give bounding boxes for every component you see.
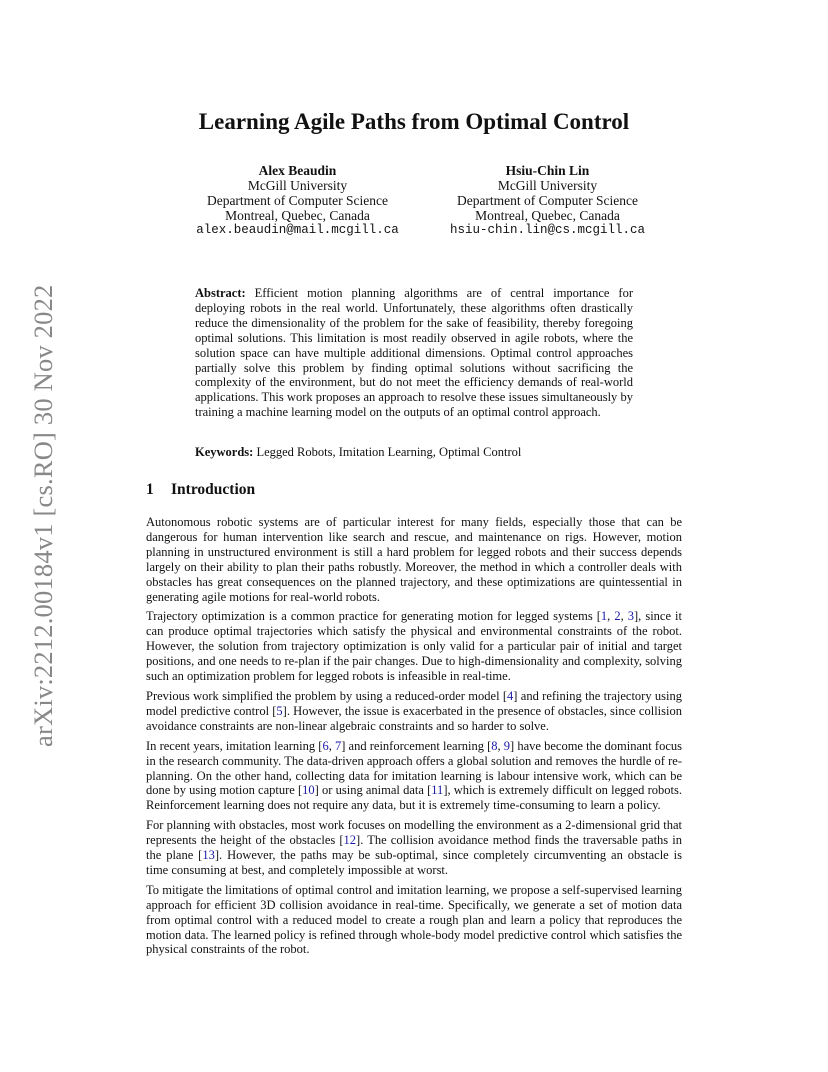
- paragraph-2: [146, 609, 682, 684]
- citation-link[interactable]: 6: [322, 738, 329, 753]
- citation-link[interactable]: 2: [614, 609, 621, 624]
- section-number: 1: [146, 481, 154, 498]
- citation-link[interactable]: 10: [302, 783, 315, 798]
- paper-title: Learning Agile Paths from Optimal Control: [198, 109, 630, 134]
- citation-link[interactable]: 4: [507, 688, 514, 703]
- text-run: ,: [607, 609, 615, 624]
- section-heading: [146, 481, 255, 499]
- author-affiliation: McGill University: [497, 178, 598, 193]
- citation-link[interactable]: 1: [600, 609, 608, 624]
- text-run: ,: [620, 609, 628, 624]
- text-run: ] and refining the trajectory using model predictive control [: [146, 688, 682, 718]
- author-block-2: [425, 163, 670, 238]
- text-run: ] and reinforcement learning [: [341, 738, 492, 753]
- paragraph-5: [146, 818, 682, 878]
- author-department: Department of Computer Science: [456, 193, 639, 208]
- text-run: For planning with obstacles, most work focuses on modelling the environment as a 2-dimensional grid that represents the height of the obstacles [: [146, 818, 682, 848]
- text-run: Trajectory optimization is a common practice for generating motion for legged systems [: [146, 609, 601, 624]
- author-location: Montreal, Quebec, Canada: [475, 208, 620, 223]
- paragraph-6: To mitigate the limitations of optimal control and imitation learning, we propose a self-supervised learning approach for efficient 3D collision avoidance in real-time. Specifically, we generate a set of motion data from optimal control with a reduced model to create a rough plan and learn a policy that reproduces the motion data. The learned policy is refined through whole-body model predictive control which satisfies the physical constraints of the robot.: [146, 882, 682, 957]
- citation-link[interactable]: 9: [503, 738, 511, 753]
- arxiv-identifier: arXiv:2212.00184v1 [cs.RO] 30 Nov 2022: [28, 284, 58, 748]
- author-name: Alex Beaudin: [258, 163, 337, 178]
- author-affiliation: McGill University: [247, 178, 348, 193]
- text-run: In recent years, imitation learning [: [146, 738, 323, 753]
- keywords-text: Legged Robots, Imitation Learning, Optimal Control: [256, 445, 522, 459]
- paragraph-1: Autonomous robotic systems are of particular interest for many fields, especially those that can be dangerous for human intervention like search and rescue, and maintenance on rigs. However, motion planning in unstructured environment is still a hard problem for legged robots and their success depends largely on their ability to plan their paths robustly. Moreover, the method in which a controller deals with obstacles has great consequences on the planned trajectory, and these optimizations are quintessential in generating agile motions for real-world robots.: [146, 515, 682, 604]
- citation-link[interactable]: 8: [491, 738, 498, 753]
- author-block-1: [175, 163, 420, 238]
- text-run: ]. However, the issue is exacerbated in the presence of obstacles, since collision avoidance constraints are non-linear algebraic constraints and so harder to solve.: [146, 703, 682, 733]
- author-name: Hsiu-Chin Lin: [505, 163, 590, 178]
- abstract: [195, 286, 633, 420]
- citation-link[interactable]: 13: [202, 848, 215, 863]
- text-run: ,: [328, 738, 335, 753]
- text-run: Previous work simplified the problem by using a reduced-order model [: [146, 688, 508, 703]
- citation-link[interactable]: 3: [627, 609, 634, 624]
- section-title: Introduction: [171, 481, 256, 498]
- paragraph-3: [146, 689, 682, 734]
- abstract-label: Abstract:: [195, 286, 246, 300]
- author-email: alex.beaudin@mail.mcgill.ca: [196, 223, 399, 237]
- text-run: ,: [497, 738, 504, 753]
- keywords-label: Keywords:: [195, 445, 254, 459]
- text-run: ]. However, the paths may be sub-optimal, since completely circumventing an obstacle is time consuming at best, and completely impossible at worst.: [146, 848, 682, 877]
- keywords: [195, 445, 633, 460]
- text-run: ], which is extremely difficult on legged robots. Reinforcement learning does not require any data, but it is extremely time-consuming to learn a policy.: [146, 783, 682, 813]
- author-email: hsiu-chin.lin@cs.mcgill.ca: [449, 223, 646, 237]
- text-run: ] or using animal data [: [314, 783, 432, 798]
- abstract-text: Efficient motion planning algorithms are of central importance for deploying robots in the real world. Unfortunately, these algorithms often drastically reduce the dimensionality of the problem for the sake of feasibility, thereby foregoing optimal solutions. This limitation is most readily observed in agile robots, where the solution space can have multiple additional dimensions. Optimal control approaches partially solve this problem by finding optimal solutions without sacrificing the complexity of the environment, but do not meet the efficiency demands of real-world applications. This work proposes an approach to resolve these issues simultaneously by training a machine learning model on the outputs of an optimal control approach.: [195, 286, 633, 420]
- author-department: Department of Computer Science: [206, 193, 389, 208]
- paragraph-4: [146, 739, 682, 814]
- citation-link[interactable]: 12: [343, 833, 357, 848]
- author-location: Montreal, Quebec, Canada: [225, 208, 370, 223]
- text-run: ], since it can produce optimal trajectories which satisfy the physical and environmental constraints of the robot. However, the solution from trajectory optimization is only valid for a particular pair of initial and target positions, and one needs to re-plan if the pair changes. Due to high-dimensionality and complexity, solving such an optimization problem for legged robots is infeasible in real-time.: [146, 609, 683, 684]
- citation-link[interactable]: 5: [276, 703, 283, 718]
- introduction-body: [146, 515, 682, 962]
- citation-link[interactable]: 7: [334, 738, 342, 753]
- text-run: ]. The collision avoidance method finds the traversable paths in the plane [: [146, 833, 682, 863]
- text-run: ] have become the dominant focus in the research community. The data-driven approach offers a global solution and removes the hurdle of re-planning. On the other hand, collecting data for imitation learning is labour intensive work, which can be done by using motion capture [: [146, 738, 682, 798]
- citation-link[interactable]: 11: [431, 783, 444, 798]
